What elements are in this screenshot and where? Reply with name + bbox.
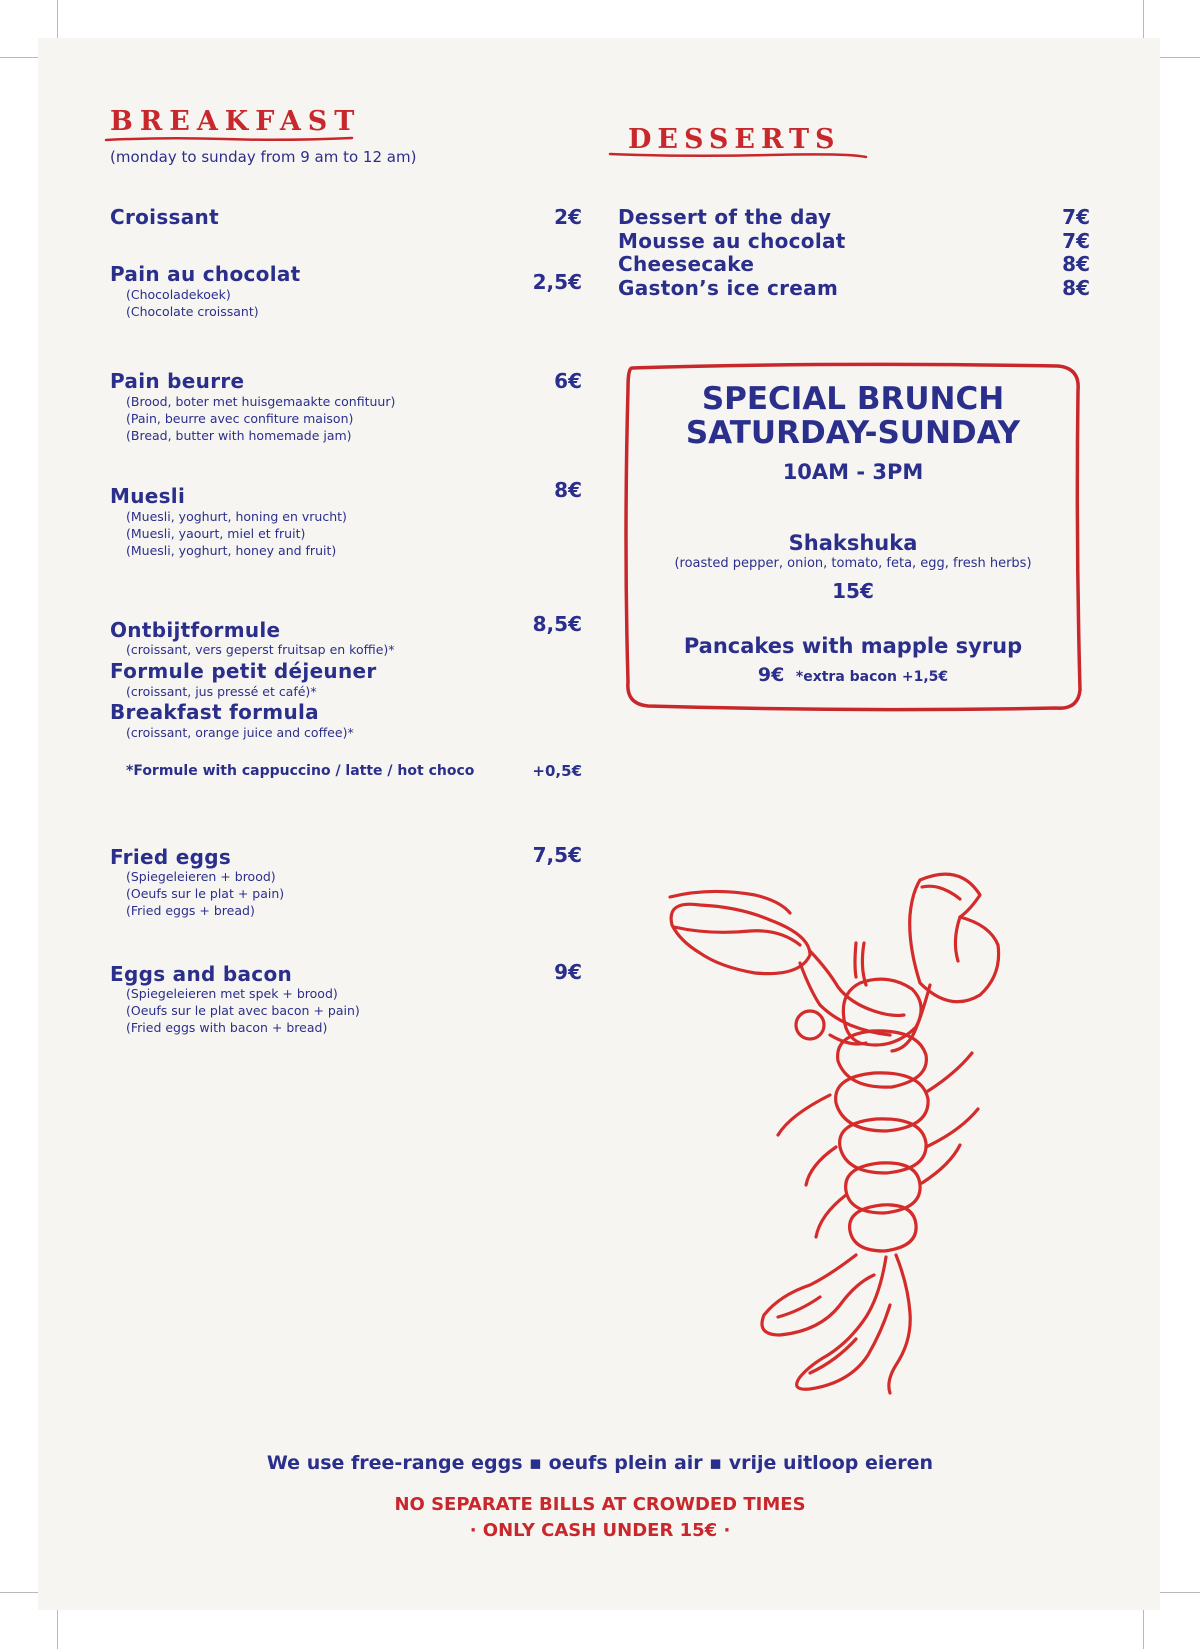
desc-line: (Fried eggs with bacon + bread) (126, 1020, 328, 1035)
desserts-underline (608, 150, 868, 160)
desc-line: (Muesli, yoghurt, honing en vrucht) (126, 509, 347, 524)
desc-line: (Oeufs sur le plat avec bacon + pain) (126, 1003, 360, 1018)
dessert-ice-cream: Gaston’s ice cream (618, 276, 839, 300)
brunch-title-line2: SATURDAY-SUNDAY (685, 415, 1021, 451)
desc-line: (croissant, orange juice and coffee)* (126, 725, 354, 740)
price-muesli: 8€ (554, 478, 582, 502)
desc-line: (Spiegeleieren + brood) (126, 869, 276, 884)
desc-line: (Brood, boter met huisgemaakte confituur) (126, 394, 396, 409)
price-croissant: 2€ (554, 205, 582, 229)
desserts-title: DESSERTS (628, 124, 841, 155)
price-eggs-and-bacon: 9€ (554, 960, 582, 984)
brunch-pancakes-price: 9€ (757, 664, 785, 686)
no-separate-bills-notice: NO SEPARATE BILLS AT CROWDED TIMES (394, 1494, 806, 1515)
item-ontbijtformule: Ontbijtformule (110, 618, 281, 642)
brunch-hours: 10AM - 3PM (782, 460, 924, 484)
cash-notice: · ONLY CASH UNDER 15€ · (469, 1520, 731, 1541)
lobster-illustration (660, 865, 1060, 1395)
item-muesli: Muesli (110, 484, 186, 508)
desc-line: (croissant, jus pressé et café)* (126, 684, 317, 699)
brunch-pancakes: Pancakes with mapple syrup (683, 634, 1023, 658)
price-cheesecake: 8€ (1062, 252, 1090, 276)
price-pain-au-chocolat: 2,5€ (532, 270, 582, 294)
price-formula: 8,5€ (532, 612, 582, 636)
dessert-mousse: Mousse au chocolat (618, 229, 846, 253)
breakfast-title: BREAKFAST (110, 106, 362, 137)
dessert-cheesecake: Cheesecake (618, 252, 755, 276)
brunch-title-line1: SPECIAL BRUNCH (701, 381, 1005, 417)
desc-line: (Pain, beurre avec confiture maison) (126, 411, 354, 426)
item-breakfast-formula: Breakfast formula (110, 700, 319, 724)
brunch-shakshuka-price: 15€ (832, 579, 874, 603)
desc-line: (Spiegeleieren met spek + brood) (126, 986, 338, 1001)
price-fried-eggs: 7,5€ (532, 843, 582, 867)
price-dessert-of-the-day: 7€ (1062, 205, 1090, 229)
formula-extra-label: *Formule with cappuccino / latte / hot choco (126, 763, 475, 779)
desc-line: (Oeufs sur le plat + pain) (126, 886, 285, 901)
item-croissant: Croissant (110, 205, 219, 229)
price-pain-beurre: 6€ (554, 369, 582, 393)
item-formule-petit-dejeuner: Formule petit déjeuner (110, 659, 377, 683)
desc-line: (Fried eggs + bread) (126, 903, 255, 918)
item-fried-eggs: Fried eggs (110, 845, 232, 869)
desc-line: (Bread, butter with homemade jam) (126, 428, 352, 443)
desc-line: (Chocoladekoek) (126, 287, 231, 302)
free-range-eggs-note: We use free-range eggs ▪ oeufs plein air ▪ vrije uitloop eieren (266, 1452, 934, 1474)
desc-line: (croissant, vers geperst fruitsap en koffie)* (126, 642, 395, 657)
price-ice-cream: 8€ (1062, 276, 1090, 300)
brunch-pancakes-extra: *extra bacon +1,5€ (795, 669, 949, 685)
desc-line: (Muesli, yoghurt, honey and fruit) (126, 543, 337, 558)
brunch-shakshuka-desc: (roasted pepper, onion, tomato, feta, egg, fresh herbs) (674, 556, 1032, 571)
breakfast-underline (104, 134, 354, 144)
breakfast-hours: (monday to sunday from 9 am to 12 am) (110, 148, 417, 166)
desc-line: (Muesli, yaourt, miel et fruit) (126, 526, 306, 541)
item-pain-au-chocolat: Pain au chocolat (110, 262, 301, 286)
formula-extra-price: +0,5€ (532, 762, 582, 780)
dessert-of-the-day: Dessert of the day (618, 205, 832, 229)
brunch-pancakes-price-line (633, 664, 1073, 686)
item-eggs-and-bacon: Eggs and bacon (110, 962, 293, 986)
price-mousse: 7€ (1062, 229, 1090, 253)
desc-line: (Chocolate croissant) (126, 304, 259, 319)
brunch-shakshuka: Shakshuka (788, 531, 918, 555)
item-pain-beurre: Pain beurre (110, 369, 245, 393)
